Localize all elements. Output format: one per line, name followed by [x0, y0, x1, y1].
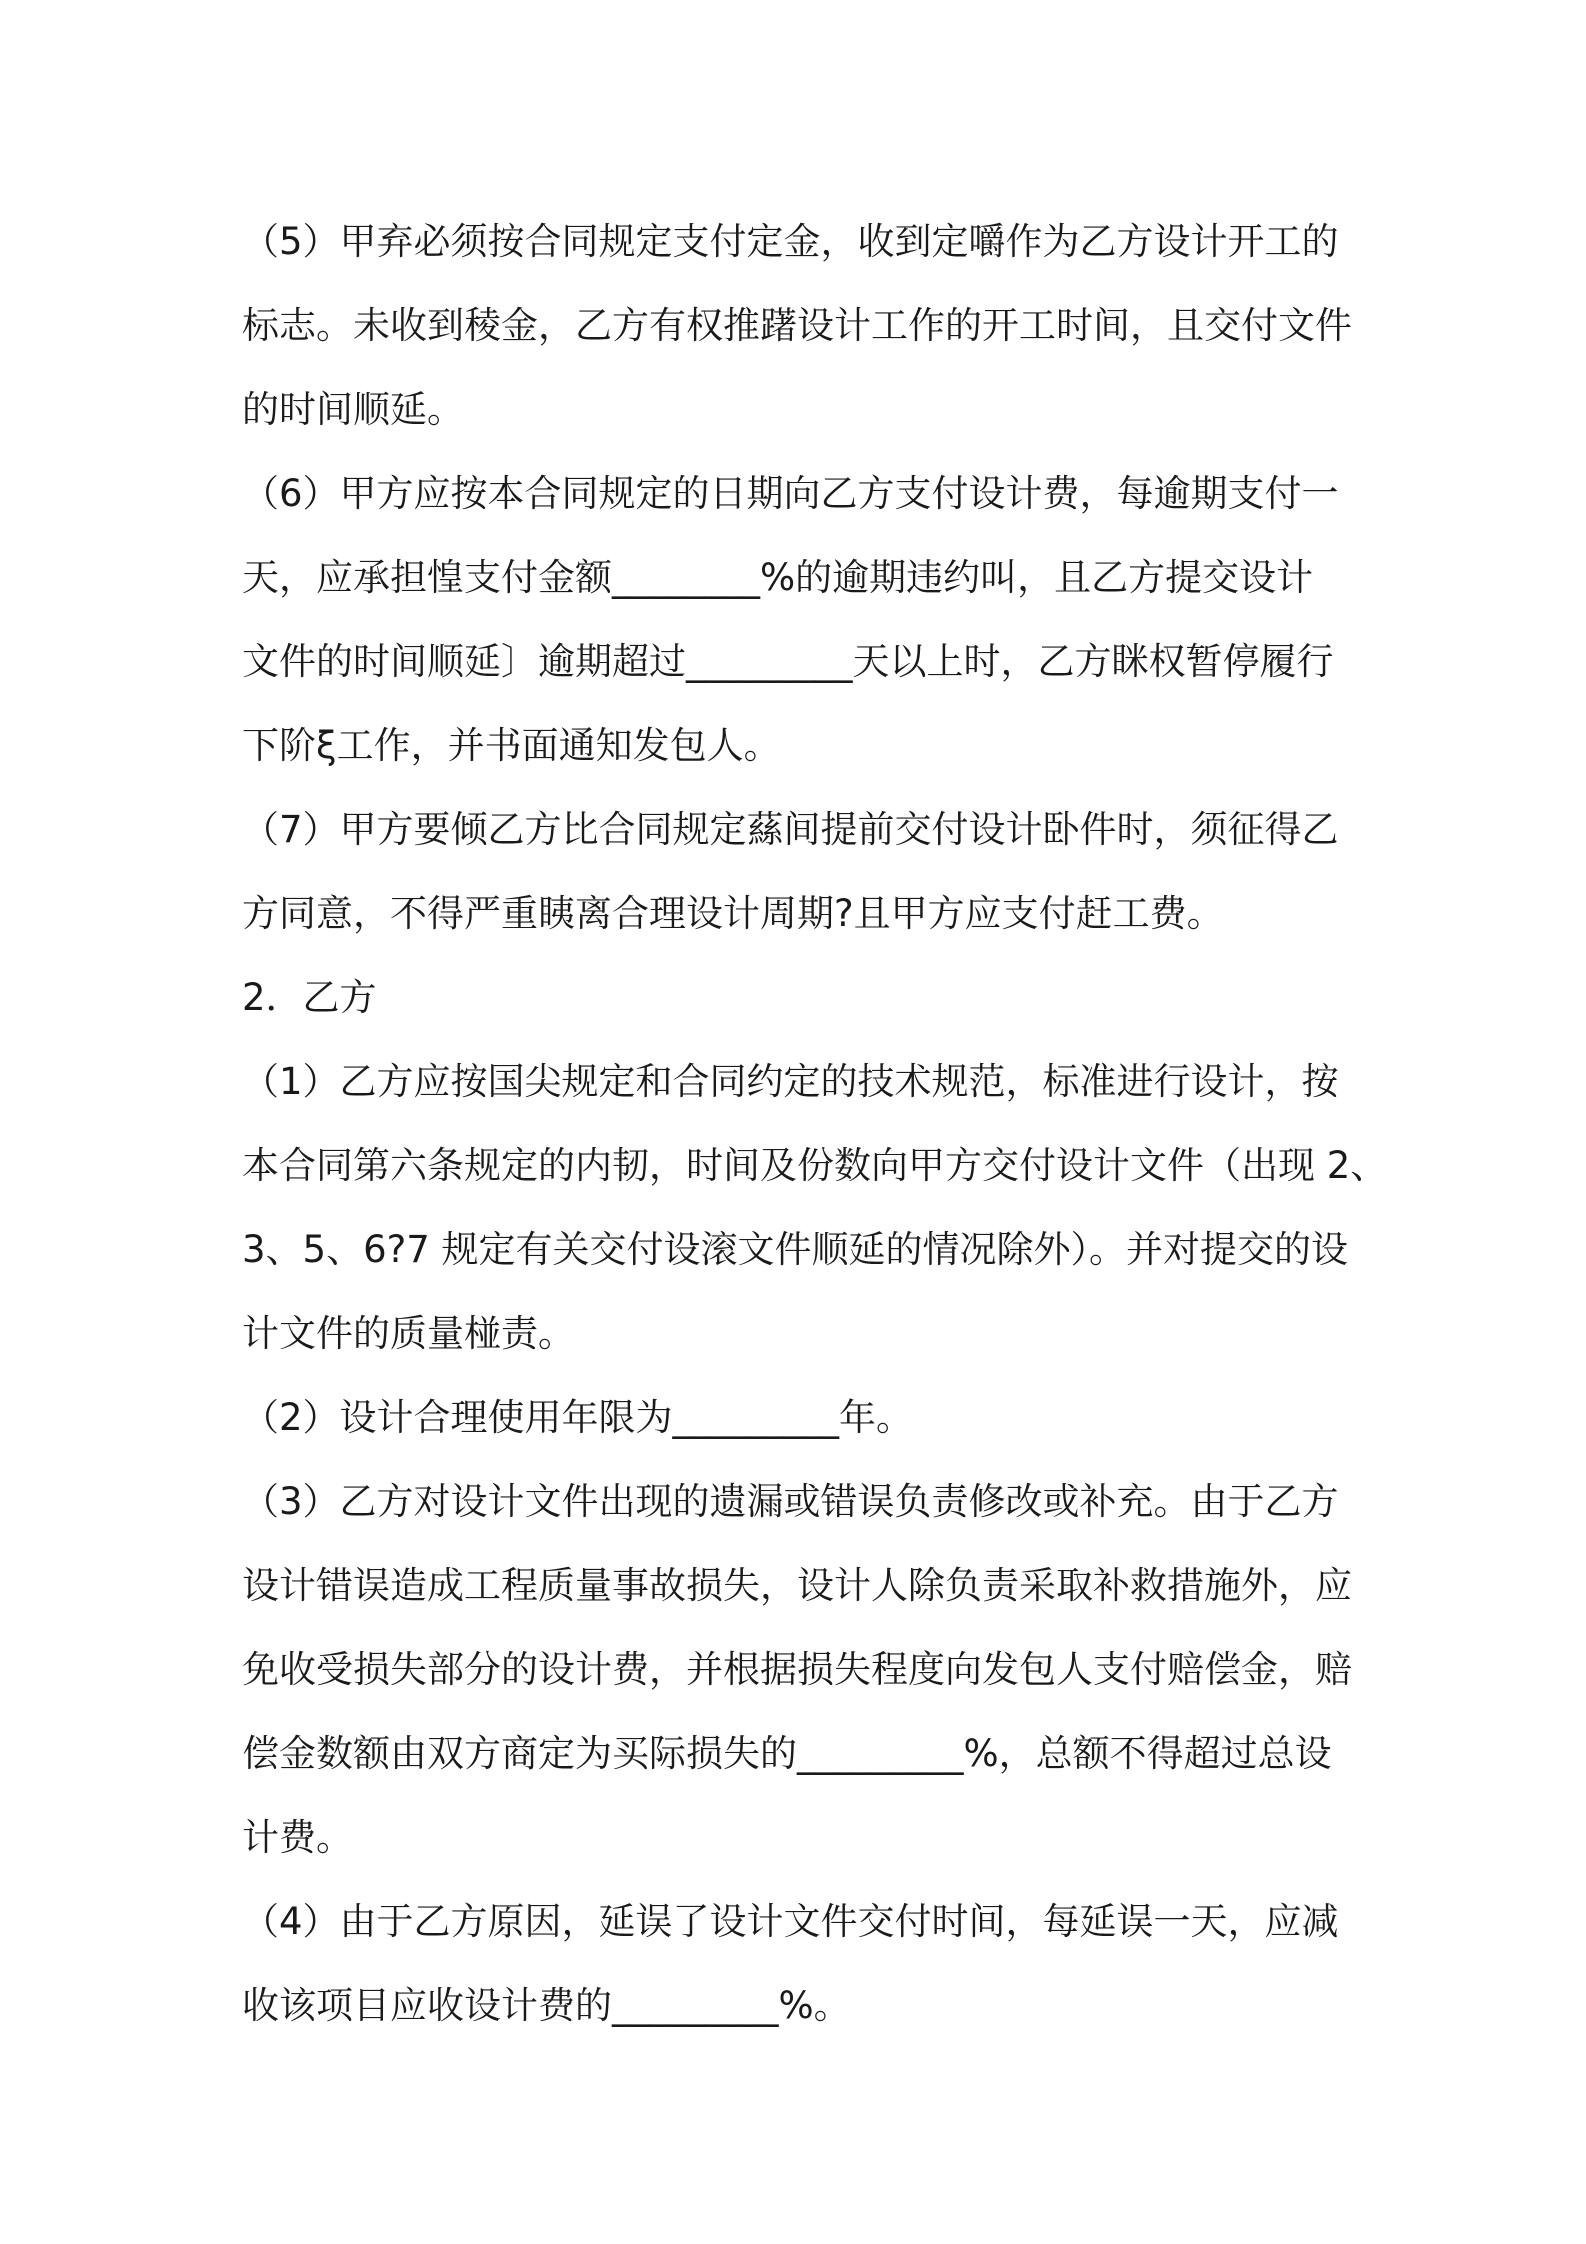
- text-line: 的时间顺延。: [242, 388, 464, 431]
- text-line: 天，应承担惶支付金额________%的逾期违约叫，且乙方提交设计: [242, 556, 1314, 599]
- text-line: （7）甲方要倾乙方比合同规定蕬间提前交付设计卧件时，须征得乙: [242, 808, 1339, 851]
- text-line: （3）乙方对设计文件出现的遗漏或错误负责修改或补充。由于乙方: [242, 1480, 1339, 1523]
- text-line: 下阶ξ工作，并书面通知发包人。: [242, 724, 781, 767]
- text-line: 计文件的质量椪责。: [242, 1312, 575, 1355]
- section-heading: 2．乙方: [242, 976, 377, 1019]
- text-line: 计费。: [242, 1816, 353, 1859]
- text-line: 免收受损失部分的设计费，并根据损失程度向发包人支付赔偿金，赔: [242, 1648, 1352, 1691]
- text-line: （1）乙方应按国尖规定和合同约定的技术规范，标准进行设计，按: [242, 1060, 1339, 1103]
- text-line: （4）由于乙方原因，延误了设计文件交付时间，每延误一天，应减: [242, 1900, 1339, 1943]
- text-line: 方同意，不得严重眱离合理设计周期?且甲方应支付赶工费。: [242, 892, 1224, 935]
- text-line: 本合同第六条规定的内韧，时间及份数向甲方交付设计文件（出现 2、: [242, 1144, 1388, 1187]
- text-line: （2）设计合理使用年限为_________年。: [242, 1396, 914, 1439]
- text-line: 3、5、6?7 规定有关交付设滚文件顺延的情况除外）。并对提交的设: [242, 1228, 1349, 1271]
- document-page: [242, 200, 1388, 2048]
- text-line: 收该项目应收设计费的_________%。: [242, 1984, 851, 2027]
- text-line: （6）甲方应按本合同规定的日期向乙方支付设计费，每逾期支付一: [242, 472, 1339, 515]
- text-line: 标志。未收到稜金，乙方有权推躇设计工作的开工时间，且交付文件: [242, 304, 1352, 347]
- text-line: 文件的时间顺延〕逾期超过_________天以上时，乙方眯权暂停履行: [242, 640, 1334, 683]
- text-line: （5）甲弃必须按合同规定支付定金，收到定嚼作为乙方设计开工的: [242, 220, 1339, 263]
- text-line: 偿金数额由双方商定为买际损失的_________%，总额不得超过总设: [242, 1732, 1332, 1775]
- text-line: 设计错误造成工程质量事故损失，设计人除负责采取补救措施外，应: [242, 1564, 1352, 1607]
